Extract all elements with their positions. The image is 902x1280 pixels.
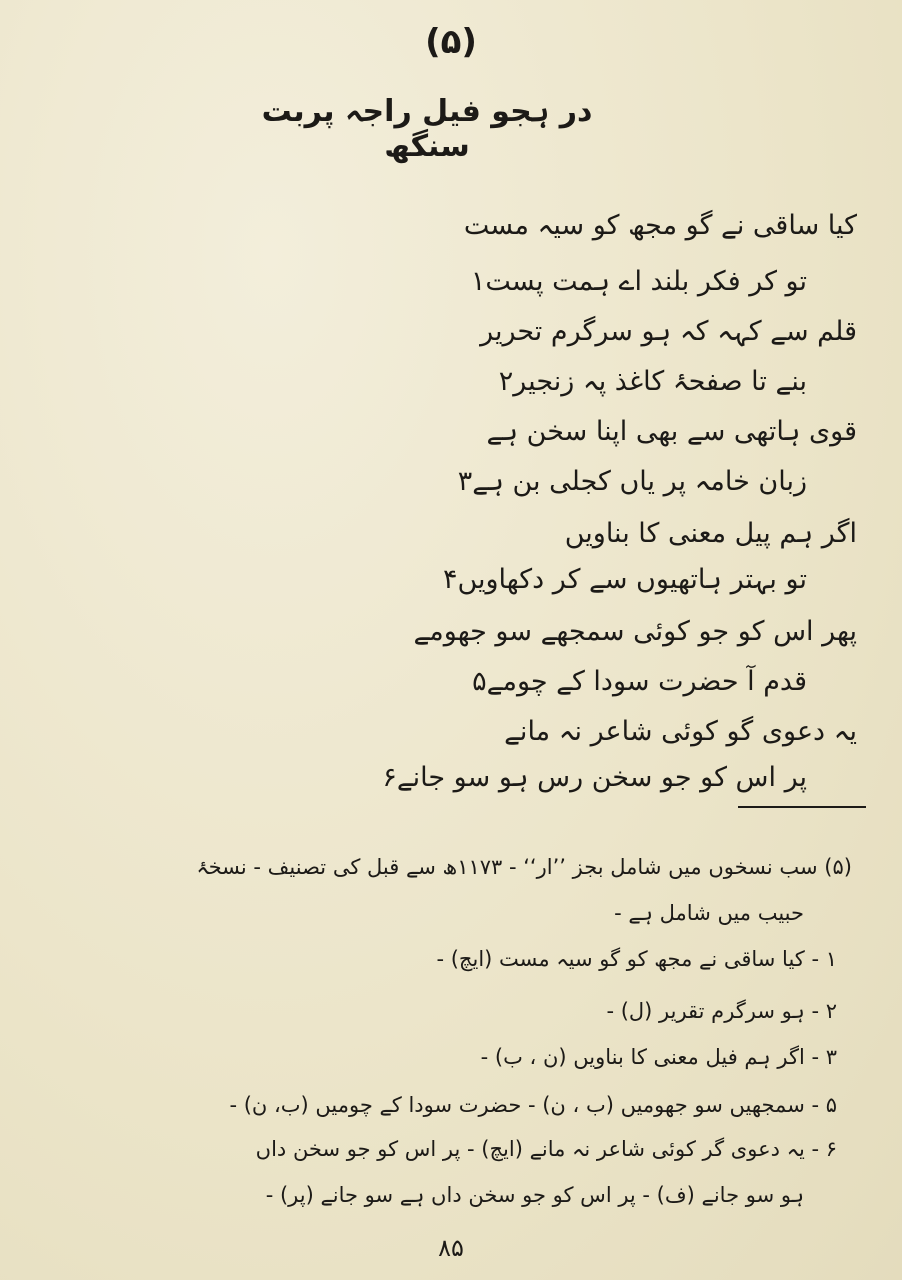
- verse-line-5: قوی ہاتھی سے بھی اپنا سخن ہے: [486, 416, 857, 447]
- footnote-6-cont: ہو سو جانے (ف) - پر اس کو جو سخن داں ہے سو جانے (پر) -: [265, 1183, 804, 1207]
- verse-line-9: پھر اس کو جو کوئی سمجھے سو جھومے: [413, 616, 857, 647]
- footnote-divider: [738, 806, 866, 808]
- footnote-main: (۵) سب نسخوں میں شامل بجز ’’ار‘‘ - ۱۱۷۳ھ سے قبل کی تصنیف - نسخۂ: [196, 855, 852, 879]
- verse-line-7: اگر ہم پیل معنی کا بناویں: [564, 518, 857, 549]
- poem-number: (۵): [425, 22, 477, 62]
- footnote-2: ۲ - ہو سرگرم تقریر (ل) -: [606, 999, 837, 1023]
- footnote-main-cont: حبیب میں شامل ہے -: [614, 901, 804, 925]
- verse-line-8: تو بہتر ہاتھیوں سے کر دکھاویں۴: [442, 564, 807, 595]
- footnote-5: ۵ - سمجھیں سو جھومیں (ب ، ن) - حضرت سودا کے چومیں (ب، ن) -: [229, 1093, 837, 1117]
- verse-line-11: یہ دعوی گو کوئی شاعر نہ مانے: [504, 716, 857, 747]
- verse-line-2: تو کر فکر بلند اے ہمت پست۱: [470, 266, 807, 297]
- verse-line-10: قدم آ حضرت سودا کے چومے۵: [472, 666, 807, 697]
- verse-line-4: بنے تا صفحۂ کاغذ پہ زنجیر۲: [498, 366, 807, 397]
- verse-line-12: پر اس کو جو سخن رس ہو سو جانے۶: [382, 762, 807, 793]
- page-number: ۸۵: [438, 1234, 464, 1262]
- verse-line-1: کیا ساقی نے گو مجھ کو سیہ مست: [463, 210, 857, 241]
- footnote-1: ۱ - کیا ساقی نے مجھ کو گو سیہ مست (ایچ) -: [436, 947, 837, 971]
- footnote-3: ۳ - اگر ہم فیل معنی کا بناویں (ن ، ب) -: [480, 1045, 837, 1069]
- verse-line-6: زبان خامہ پر یاں کجلی بن ہے۳: [457, 466, 807, 497]
- verse-line-3: قلم سے کہہ کہ ہو سرگرم تحریر: [480, 316, 857, 347]
- poem-title: در ہجو فیل راجہ پربت سنگھ: [261, 94, 593, 164]
- footnote-6: ۶ - یہ دعوی گر کوئی شاعر نہ مانے (ایچ) - پر اس کو جو سخن داں: [255, 1137, 837, 1161]
